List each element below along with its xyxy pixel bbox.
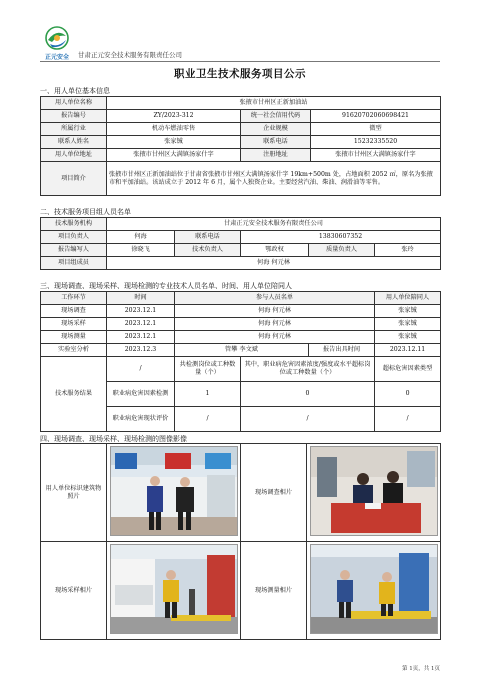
- logo-text: 正元安全: [44, 54, 70, 61]
- scale-label: 企业规模: [241, 123, 311, 136]
- h-total: 共检测岗位或工种数量（个）: [175, 357, 241, 382]
- fieldwork-table: [40, 291, 441, 432]
- pm-phone-value: 13830607352: [241, 231, 441, 244]
- company-logo-icon: [40, 24, 74, 62]
- row-stage: 现场采样: [41, 318, 107, 331]
- pm-phone-label: 联系电话: [175, 231, 241, 244]
- phone-value: 15232335520: [311, 136, 441, 149]
- unit-name-label: 用人单位名称: [41, 97, 107, 110]
- page-title: 职业卫生技术服务项目公示: [174, 68, 306, 80]
- col-time: 时间: [107, 292, 175, 305]
- company-name: 甘肃正元安全技术服务有限责任公司: [78, 51, 182, 59]
- table-row: [41, 218, 441, 231]
- staff-table: [40, 217, 441, 270]
- photo4-label: 现场测量相片: [241, 542, 307, 640]
- table-row: [41, 357, 441, 382]
- report-no-label: 报告编号: [41, 110, 107, 123]
- result-slash: /: [107, 357, 175, 382]
- h-type: 超标危害因素类型: [375, 357, 441, 382]
- table-row: [41, 231, 441, 244]
- contact-value: 张家铖: [107, 136, 241, 149]
- h-exceed: 其中，职业病危害因素浓度/强度或水平超标岗位或工种数量（个）: [241, 357, 375, 382]
- table-row: [41, 542, 441, 640]
- table-row: [41, 149, 441, 162]
- lab-people: 管攀 李文斌: [175, 344, 309, 357]
- photo4-cell: [307, 542, 441, 640]
- industry-value: 机动车燃油零售: [107, 123, 241, 136]
- intro-label: 项目简介: [41, 162, 107, 196]
- table-row: [41, 97, 441, 110]
- table-row: [41, 110, 441, 123]
- pm-label: 项目负责人: [41, 231, 107, 244]
- section-3-heading: 三、现场调查、现场采样、现场检测的专业技术人员名单、时间、用人单位陪同人: [40, 282, 292, 290]
- row-time: 2023.12.1: [107, 305, 175, 318]
- table-row: [41, 123, 441, 136]
- r1-label: 职业病危害因素检测: [107, 382, 175, 407]
- credit-code-label: 统一社会信用代码: [241, 110, 311, 123]
- contact-label: 联系人姓名: [41, 136, 107, 149]
- photo2-cell: [307, 444, 441, 542]
- building-photo: [110, 446, 238, 536]
- industry-label: 所属行业: [41, 123, 107, 136]
- unit-name-value: 张掖市甘州区正新加油站: [107, 97, 441, 110]
- col-escort: 用人单位陪同人: [375, 292, 441, 305]
- credit-code-value: 91620702060698421: [311, 110, 441, 123]
- row-escort: 张家铖: [375, 318, 441, 331]
- table-row: [41, 244, 441, 257]
- table-row: [41, 162, 441, 196]
- table-row: [41, 136, 441, 149]
- photo-table: [40, 443, 441, 640]
- qa-value: 张玲: [375, 244, 441, 257]
- table-row: [41, 257, 441, 270]
- r1-total: 1: [175, 382, 241, 407]
- row-escort: 张家铖: [375, 331, 441, 344]
- report-lead-value: 徐晓飞: [107, 244, 175, 257]
- sampling-photo: [110, 544, 238, 634]
- table-row: [41, 344, 441, 357]
- col-people: 参与人员名单: [175, 292, 375, 305]
- reg-address-value: 张掖市甘州区大满镇汤家什字: [311, 149, 441, 162]
- photo1-cell: [107, 444, 241, 542]
- measurement-photo: [310, 544, 438, 634]
- lab-time: 2023.12.3: [107, 344, 175, 357]
- row-stage: 现场调查: [41, 305, 107, 318]
- members-value: 何海 何元林: [107, 257, 441, 270]
- header-rule: [40, 61, 440, 62]
- members-label: 项目组成员: [41, 257, 107, 270]
- section-4-heading: 四、现场调查、现场采样、现场检测的图像影像: [40, 435, 187, 443]
- table-row: [41, 318, 441, 331]
- photo3-cell: [107, 542, 241, 640]
- row-time: 2023.12.1: [107, 318, 175, 331]
- r2-label: 职业病危害现状评价: [107, 407, 175, 432]
- row-time: 2023.12.1: [107, 331, 175, 344]
- section-1-heading: 一、用人单位基本信息: [40, 87, 110, 95]
- issue-label: 报告出具时间: [309, 344, 375, 357]
- page-number: 第 1页，共 1页: [402, 666, 440, 672]
- table-row: [41, 305, 441, 318]
- row-escort: 张家铖: [375, 305, 441, 318]
- intro-value: 张掖市甘州区正新加油站位于甘肃省张掖市甘州区大满镇汤家什字 19km+500m 处，占地面积 2052 ㎡，原名为张掖市和平加油站。该站成立于 2012 年 6 月，属个人独资企业。主要经营汽油、柴油、润滑油等零售。: [107, 162, 441, 196]
- table-header-row: [41, 292, 441, 305]
- r1-type: 0: [375, 382, 441, 407]
- r1-exceed: 0: [241, 382, 375, 407]
- section-2-heading: 二、技术服务项目组人员名单: [40, 208, 131, 216]
- issue-time: 2023.12.11: [375, 344, 441, 357]
- lab-label: 实验室分析: [41, 344, 107, 357]
- table-row: [41, 331, 441, 344]
- unit-address-value: 张掖市甘州区大满镇汤家什字: [107, 149, 241, 162]
- tech-lead-label: 技术负责人: [175, 244, 241, 257]
- org-label: 技术服务机构: [41, 218, 107, 231]
- reg-address-label: 注册地址: [241, 149, 311, 162]
- pm-value: 何海: [107, 231, 175, 244]
- scale-value: 微型: [311, 123, 441, 136]
- letterhead: [40, 24, 440, 64]
- row-people: 何海 何元林: [175, 305, 375, 318]
- row-people: 何海 何元林: [175, 331, 375, 344]
- unit-address-label: 用人单位地址: [41, 149, 107, 162]
- r2-exceed: /: [241, 407, 375, 432]
- r2-type: /: [375, 407, 441, 432]
- photo2-label: 现场调查相片: [241, 444, 307, 542]
- survey-photo: [310, 446, 438, 536]
- report-lead-label: 报告编写人: [41, 244, 107, 257]
- table-row: [41, 444, 441, 542]
- col-stage: 工作环节: [41, 292, 107, 305]
- org-value: 甘肃正元安全技术服务有限责任公司: [107, 218, 441, 231]
- result-label: 技术服务结果: [41, 357, 107, 432]
- report-no-value: ZY/2023-312: [107, 110, 241, 123]
- qa-label: 质量负责人: [309, 244, 375, 257]
- tech-lead-value: 鄂政权: [241, 244, 309, 257]
- photo1-label: 用人单位标识建筑物照片: [41, 444, 107, 542]
- r2-total: /: [175, 407, 241, 432]
- basic-info-table: [40, 96, 441, 196]
- row-stage: 现场测量: [41, 331, 107, 344]
- phone-label: 联系电话: [241, 136, 311, 149]
- photo3-label: 现场采样相片: [41, 542, 107, 640]
- row-people: 何海 何元林: [175, 318, 375, 331]
